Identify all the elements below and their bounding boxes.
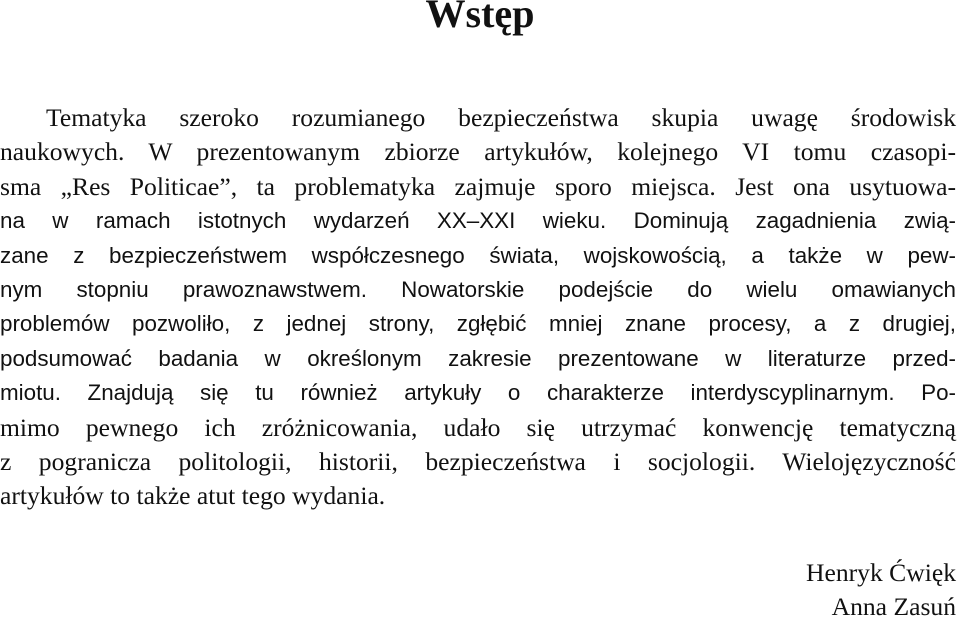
page-title: Wstęp	[425, 0, 535, 36]
text-line: na w ramach istotnych wydarzeń XX–XXI wieku. Dominują zagadnienia zwią-	[0, 208, 956, 234]
author-name: Henryk Ćwięk	[806, 558, 956, 587]
author-name: Anna Zasuń	[831, 592, 956, 621]
text-line: artykułów to także atut tego wydania.	[0, 481, 386, 511]
signature-block	[806, 556, 956, 624]
text-line: miotu. Znajdują się tu również artykuły o charakterze interdyscyplinarnym. Po-	[0, 380, 956, 406]
text-line: Tematyka szeroko rozumianego bezpieczeństwa skupia uwagę środowisk	[46, 103, 956, 132]
text-line: sma „Res Politicae”, ta problematyka zajmuje sporo miejsca. Jest ona usytuowa-	[0, 171, 956, 201]
text-line: naukowych. W prezentowanym zbiorze artykułów, kolejnego VI tomu czasopi-	[0, 137, 956, 167]
text-line: mimo pewnego ich zróżnicowania, udało się utrzymać konwencję tematyczną	[0, 412, 956, 442]
text-line: podsumować badania w określonym zakresie prezentowane w literaturze przed-	[0, 345, 956, 371]
text-line: problemów pozwoliło, z jednej strony, zgłębić mniej znane procesy, a z drugiej,	[0, 311, 956, 337]
text-line: z pogranicza politologii, historii, bezpieczeństwa i socjologii. Wielojęzyczność	[0, 446, 956, 476]
text-line: zane z bezpieczeństwem współczesnego świata, wojskowością, a także w pew-	[0, 242, 956, 268]
body-paragraph	[0, 101, 956, 514]
text-line: nym stopniu prawoznawstwem. Nowatorskie podejście do wielu omawianych	[0, 276, 956, 302]
